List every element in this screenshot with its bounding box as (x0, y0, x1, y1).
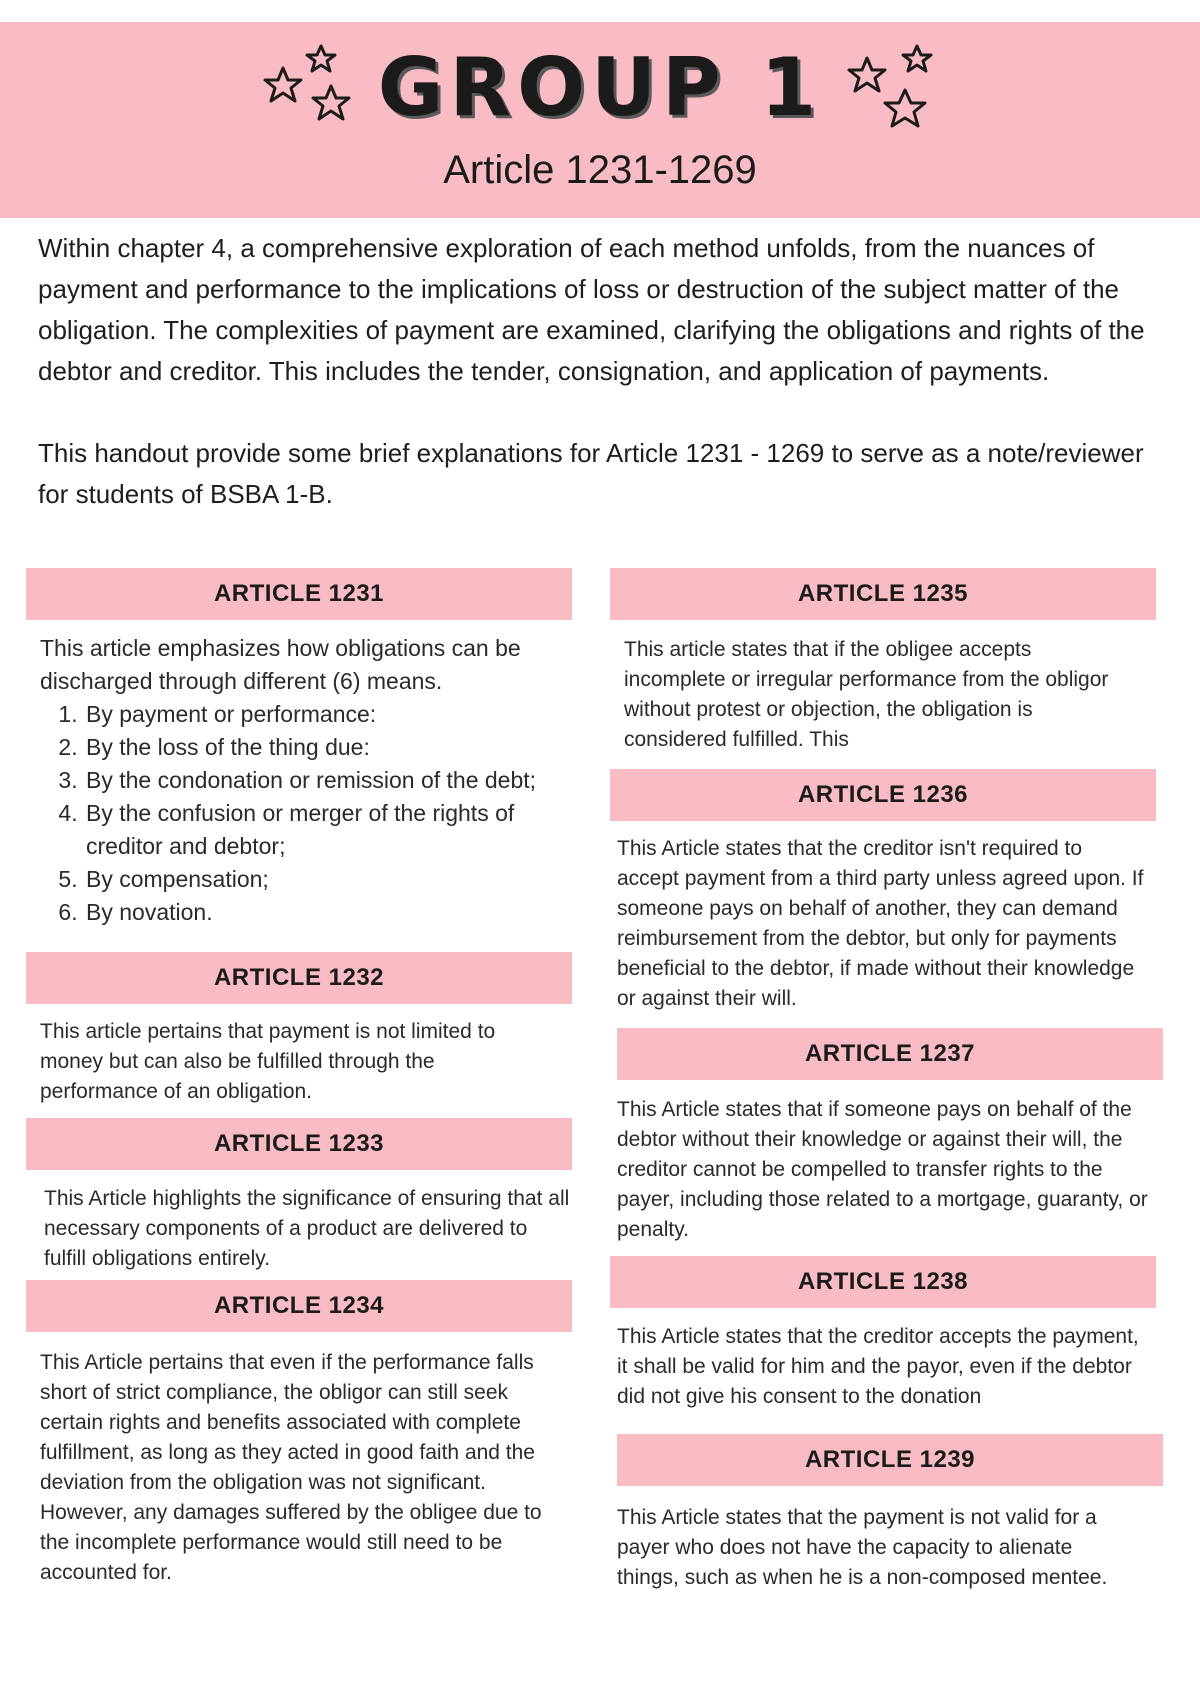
article-1235-heading: ARTICLE 1235 (610, 568, 1156, 620)
article-1232-heading: ARTICLE 1232 (26, 952, 572, 1004)
list-item: 6. By novation. (84, 896, 560, 929)
intro-paragraph-2: This handout provide some brief explanations for Article 1231 - 1269 to serve as a note/reviewer for students of BSBA 1-B. (38, 438, 1144, 509)
intro-paragraph-1: Within chapter 4, a comprehensive exploration of each method unfolds, from the nuances of payment and performance to the implications of loss or destruction of the subject matter of the obligation. The complexities of payment are examined, clarifying the obligations and rights of the debtor and creditor. This includes the tender, consignation, and application of payments. (38, 233, 1145, 386)
article-1237-heading: ARTICLE 1237 (617, 1028, 1163, 1080)
article-1239-text: This Article states that the payment is not valid for a payer who does not have the capacity to alienate things, such as when he is a non-composed mentee. (617, 1506, 1108, 1589)
article-1238-heading: ARTICLE 1238 (610, 1256, 1156, 1308)
list-item: 5. By compensation; (84, 863, 560, 896)
article-1236-text: This Article states that the creditor isn't required to accept payment from a third party unless agreed upon. If someone pays on behalf of another, they can demand reimbursement from the debtor, but only for payments beneficial to the debtor, if made without their knowledge or against their will. (617, 837, 1144, 1010)
article-1236-heading: ARTICLE 1236 (610, 769, 1156, 821)
article-1233-text: This Article highlights the significance of ensuring that all necessary components of a product are delivered to fulfill obligations entirely. (44, 1187, 570, 1270)
article-1231-heading: ARTICLE 1231 (26, 568, 572, 620)
article-1234-heading: ARTICLE 1234 (26, 1280, 572, 1332)
article-1231-body (40, 632, 560, 929)
article-1239-heading: ARTICLE 1239 (617, 1434, 1163, 1486)
article-1234-text: This Article pertains that even if the performance falls short of strict compliance, the obligor can still seek certain rights and benefits associated with complete fulfillment, as long as they acted in good faith and the deviation from the obligation was not significant. However, any damages suffered by the obligee due to the incomplete performance would still need to be accounted for. (40, 1351, 542, 1584)
article-1237-text: This Article states that if someone pays on behalf of the debtor without their knowledge or against their will, the creditor cannot be compelled to transfer rights to the payer, including those related to a mortgage, guaranty, or penalty. (617, 1098, 1148, 1241)
list-item: 2. By the loss of the thing due: (84, 731, 560, 764)
article-1231-text: This article emphasizes how obligations can be discharged through different (6) means. (40, 635, 521, 694)
intro-section (38, 228, 1163, 515)
stars-right-icon (839, 38, 939, 138)
stars-left-icon (261, 38, 361, 138)
article-1238-text: This Article states that the creditor accepts the payment, it shall be valid for him and the payor, even if the debtor did not give his consent to the donation (617, 1325, 1139, 1408)
page-title: GROUP 1 (377, 41, 823, 134)
article-1232-text: This article pertains that payment is not limited to money but can also be fulfilled through the performance of an obligation. (40, 1020, 496, 1103)
article-1233-heading: ARTICLE 1233 (26, 1118, 572, 1170)
page-subtitle: Article 1231-1269 (443, 148, 757, 192)
list-item: 3. By the condonation or remission of the debt; (84, 764, 560, 797)
article-1235-text: This article states that if the obligee accepts incomplete or irregular performance from the obligor without protest or objection, the obligation is considered fulfilled. This (624, 638, 1109, 751)
title-row (0, 38, 1200, 138)
article-1231-list (40, 698, 560, 929)
list-item: 1. By payment or performance: (84, 698, 560, 731)
list-item: 4. By the confusion or merger of the rights of creditor and debtor; (84, 797, 560, 863)
